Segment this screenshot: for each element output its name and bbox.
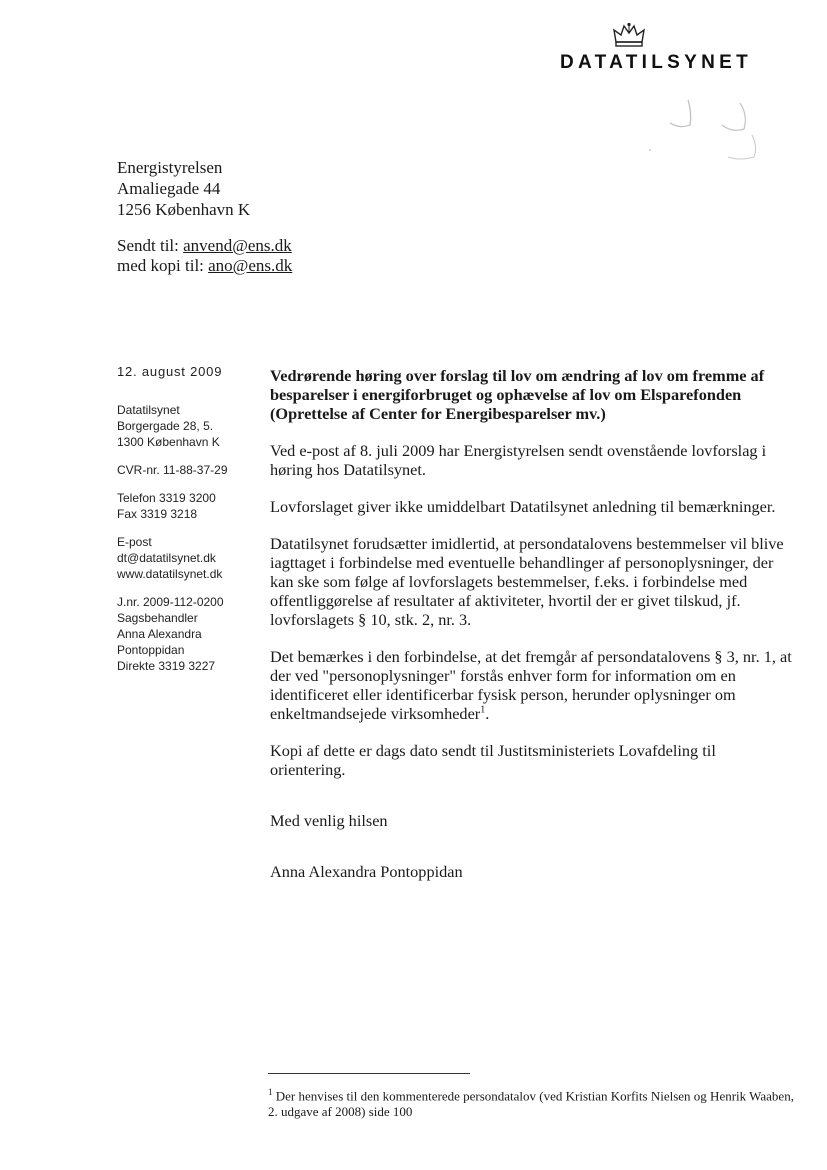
sender-address-line: 1300 København K [117, 435, 220, 449]
cc-label: med kopi til: [117, 256, 204, 275]
letter-subject: Vedrørende høring over forslag til lov om ændring af lov om fremme af besparelser i energiforbruget og ophævelse af lov om Elsparefonden (Oprettelse af Center for Energibesparelser mv.) [270, 366, 765, 423]
paragraph: Ved e-post af 8. juli 2009 har Energistyrelsen sendt ovenstående lovforslag i høring hos Datatilsynet. [270, 441, 767, 479]
sender-address-line: Datatilsynet [117, 403, 180, 417]
letter-body [270, 366, 795, 899]
brand-name: DATATILSYNET [560, 52, 752, 73]
footnote-text: Der henvises til den kommenterede persondatalov (ved Kristian Korfits Nielsen og Henrik Waaben, 2. udgave af 2008) side 100 [268, 1088, 794, 1120]
sender-sidebar [117, 364, 267, 686]
paragraph: Kopi af dette er dags dato sendt til Justitsministeriets Lovafdeling til orientering. [270, 741, 716, 779]
handler-name: Pontoppidan [117, 643, 185, 657]
paragraph: Datatilsynet forudsætter imidlertid, at persondatalovens bestemmelser vil blive iagttaget i forbindelse med eventuelle behandlinger af personoplysninger, der kan ske som følge af lovforslagets bestemmelser, f.eks. i forbindelse med offentliggørelse af resultater af aktiviteter, hvortil der er givet tilskud, jf. lovforslagets § 10, stk. 2, nr. 3. [270, 534, 784, 629]
recipient-line: 1256 København K [117, 200, 251, 219]
stamp-mark [640, 95, 780, 165]
handler-label: Sagsbehandler [117, 611, 198, 625]
recipient-address [117, 157, 250, 220]
paragraph: Det bemærkes i den forbindelse, at det fremgår af persondatalovens § 3, nr. 1, at der ved "personoplysninger" forstås enhver form for information om en identificeret eller identificerbar fysisk person, herunder oplysninger om enkeltmandsejede virksomheder$^1$. [270, 647, 792, 723]
email-label: E-post [117, 535, 152, 549]
footnote-mark: 1 [268, 1087, 273, 1097]
contact-block [117, 534, 267, 582]
phone-number: Telefon 3319 3200 [117, 491, 216, 505]
signature-name: Anna Alexandra Pontoppidan [270, 862, 463, 881]
fax-number: Fax 3319 3218 [117, 507, 198, 521]
sent-to-email-link[interactable]: anvend@ens.dk [183, 236, 292, 255]
website-link[interactable]: www.datatilsynet.dk [117, 567, 223, 581]
letterhead-logo [560, 22, 785, 82]
case-block [117, 594, 267, 674]
crown-icon [612, 22, 646, 50]
footnote-ref: 1 [480, 704, 486, 716]
handler-name: Anna Alexandra [117, 627, 202, 641]
sent-to-label: Sendt til: [117, 236, 179, 255]
recipient-line: Amaliegade 44 [117, 179, 221, 198]
cc-email-link[interactable]: ano@ens.dk [208, 256, 293, 275]
sent-to-block [117, 236, 292, 276]
journal-number: J.nr. 2009-112-0200 [117, 595, 224, 609]
sender-email-link[interactable]: dt@datatilsynet.dk [117, 551, 216, 565]
footnote [268, 1084, 798, 1120]
paragraph: Lovforslaget giver ikke umiddelbart Datatilsynet anledning til bemærkninger. [270, 497, 776, 516]
paragraph-text: Det bemærkes i den forbindelse, at det fremgår af persondatalovens § 3, nr. 1, at der ved "personoplysninger" forstås enhver form for information om en identificeret eller identificerbar fysisk person, herunder oplysninger om enkeltmandsejede virksomheder [270, 647, 792, 723]
letter-date: 12. august 2009 [117, 364, 223, 379]
sender-address-line: Borgergade 28, 5. [117, 419, 214, 433]
closing-greeting: Med venlig hilsen [270, 811, 388, 830]
phone-block [117, 490, 267, 522]
direct-phone: Direkte 3319 3227 [117, 659, 216, 673]
recipient-line: Energistyrelsen [117, 158, 223, 177]
sender-address [117, 402, 267, 450]
cvr-number: CVR-nr. 11-88-37-29 [117, 463, 228, 477]
footnote-divider [268, 1073, 470, 1074]
